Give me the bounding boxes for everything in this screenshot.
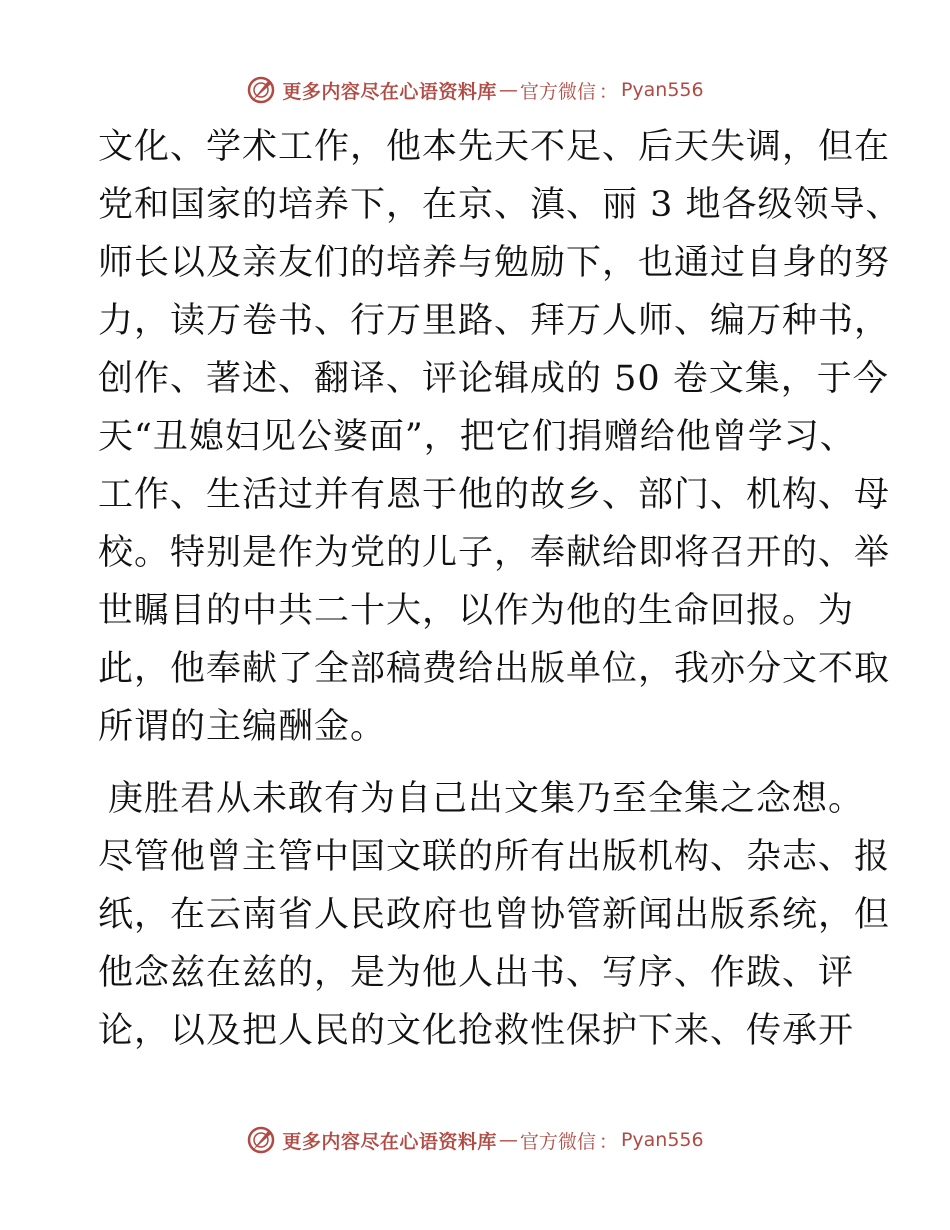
watermark-separator: ： [598,80,618,103]
text-line: 天“丑媳妇见公婆面”，把它们捐赠给他曾学习、 [98,417,856,457]
text-line: 党和国家的培养下，在京、滇、丽 3 地各级领导、 [98,185,902,225]
text-line: 所谓的主编酬金。 [98,707,387,747]
watermark-label: 官方微信 [519,80,596,103]
text-line: 工作、生活过并有恩于他的故乡、部门、机构、母 [98,475,891,515]
text-line: 力，读万卷书、行万里路、拜万人师、编万种书， [98,301,891,341]
text-line: 纸，在云南省人民政府也曾协管新闻出版系统，但 [98,895,891,935]
watermark-dash: — [498,79,518,101]
text-line: 创作、著述、翻译、评论辑成的 50 卷文集，于今 [98,359,889,399]
watermark-label: 官方微信 [519,1130,596,1153]
text-line: 此，他奉献了全部稿费给出版单位，我亦分文不取 [98,649,891,689]
header-watermark [0,70,950,110]
text-line: 他念兹在兹的，是为他人出书、写序、作跋、评 [98,953,855,993]
text-line: 尽管他曾主管中国文联的所有出版机构、杂志、报 [98,837,891,877]
paragraph-1 [98,118,902,756]
document-body [98,118,902,1060]
text-line: 师长以及亲友们的培养与勉励下，也通过自身的努 [98,243,891,283]
watermark-dash: — [498,1129,518,1151]
paragraph-2 [98,770,891,1060]
text-line: 世瞩目的中共二十大，以作为他的生命回报。为 [98,591,855,631]
watermark-main-text: 更多内容尽在心语资料库 [282,80,497,103]
text-line: 庚胜君从未敢有为自己出文集乃至全集之念想。 [108,779,865,819]
watermark-main-text: 更多内容尽在心语资料库 [282,1130,497,1153]
watermark-wechat-id: Pyan556 [620,1129,704,1151]
text-line: 校。特别是作为党的儿子，奉献给即将召开的、举 [98,533,891,573]
footer-watermark [0,1120,950,1160]
text-line: 文化、学术工作，他本先天不足、后天失调，但在 [98,127,891,167]
watermark-wechat-id: Pyan556 [620,79,704,101]
quill-logo-icon [246,75,276,105]
watermark-separator: ： [598,1130,618,1153]
quill-logo-icon [246,1125,276,1155]
text-line: 论，以及把人民的文化抢救性保护下来、传承开 [98,1011,855,1051]
